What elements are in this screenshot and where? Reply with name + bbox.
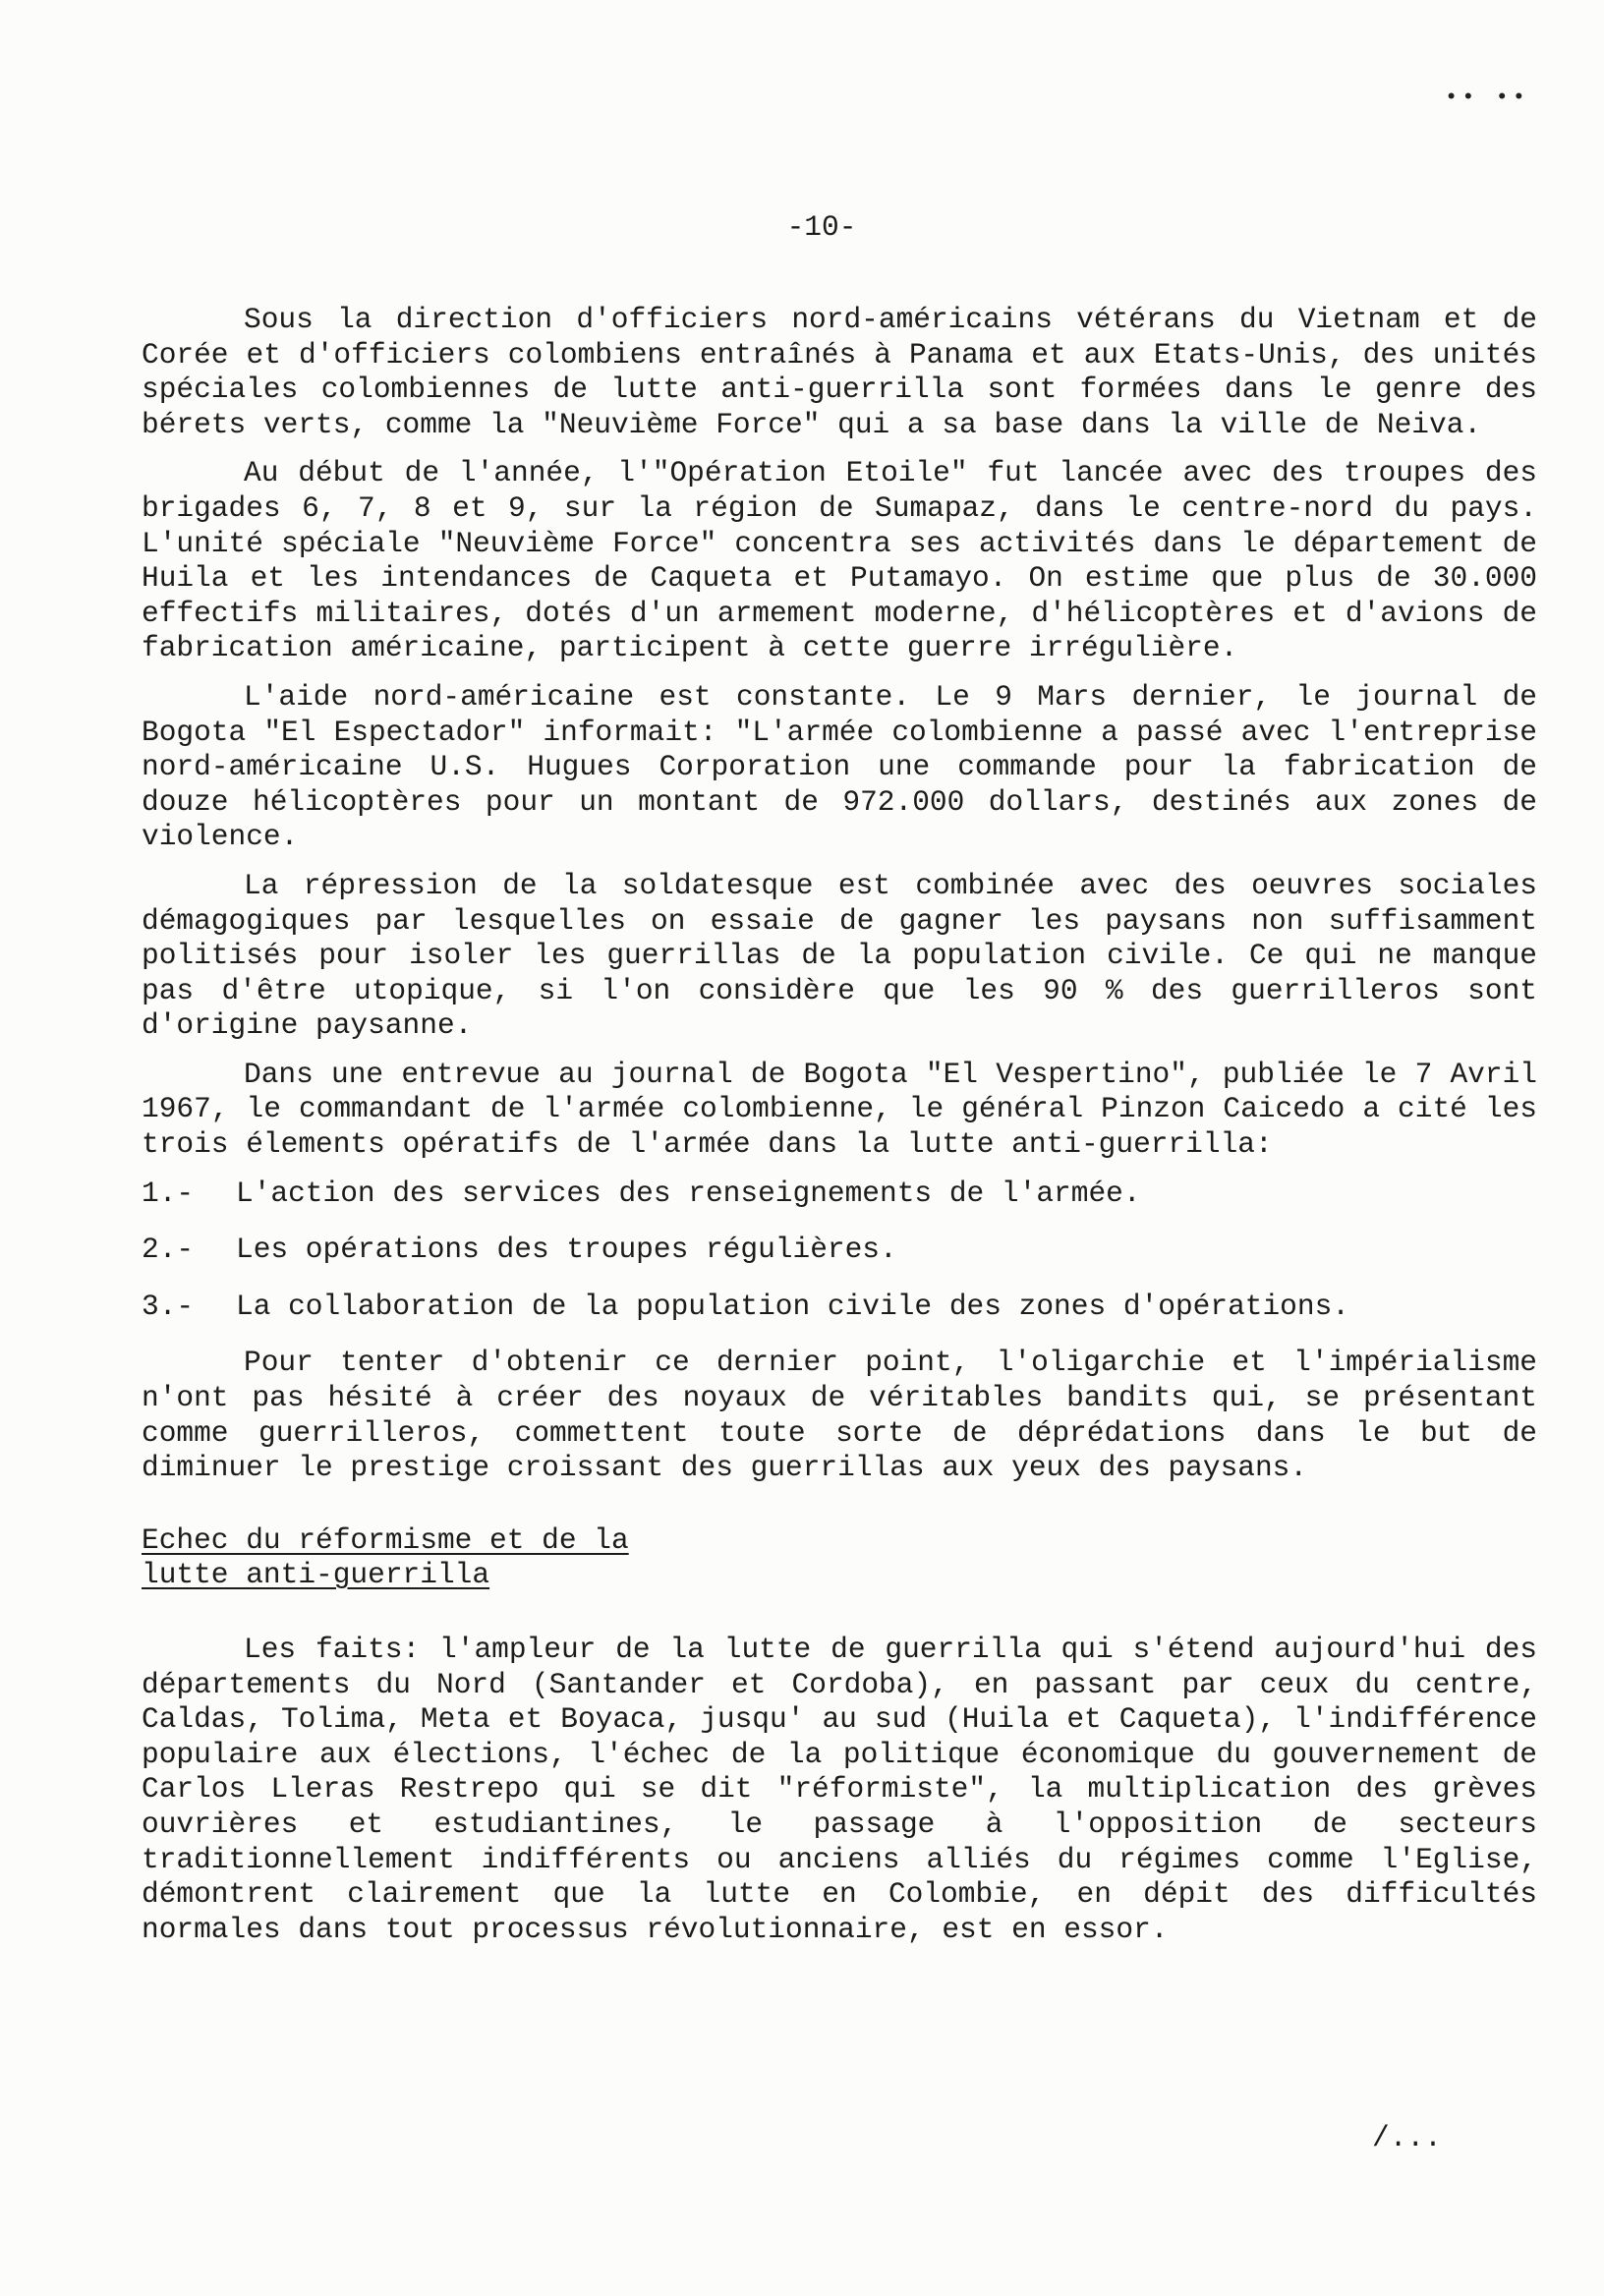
paragraph-3: L'aide nord-américaine est constante. Le 9 Mars dernier, le journal de Bogota "El Espectador" informait: "L'armée colombienne a passé avec l'entreprise nord-américaine U.S. Hugues Corporation une commande pour la fabrication de douze hélicoptères pour un montant de 972.000 dollars, destinés aux zones de violence. [142, 679, 1537, 854]
list-item [142, 1177, 1537, 1212]
paragraph-5: Dans une entrevue au journal de Bogota "El Vespertino", publiée le 7 Avril 1967, le commandant de l'armée colombienne, le général Pinzon Caicedo a cité les trois élements opératifs de l'armée dans la lutte anti-guerrilla: [142, 1057, 1537, 1162]
list-item-number: 3.- [142, 1289, 195, 1323]
paragraph-6: Pour tenter d'obtenir ce dernier point, l'oligarchie et l'impérialisme n'ont pas hésité à créer des noyaux de véritables bandits qui, se présentant comme guerrilleros, commettent toute sorte de déprédations dans le but de diminuer le prestige croissant des guerrillas aux yeux des paysans. [142, 1346, 1537, 1485]
numbered-list [142, 1177, 1537, 1325]
list-item-number: 1.- [142, 1176, 195, 1210]
list-item-number: 2.- [142, 1233, 195, 1267]
paragraph-2: Au début de l'année, l'"Opération Etoile" fut lancée avec des troupes des brigades 6, 7, 8 et 9, sur la région de Sumapaz, dans le centre-nord du pays. L'unité spéciale "Neuvième Force" concentra ses activités dans le département de Huila et les intendances de Caqueta et Putamayo. On estime que plus de 30.000 effectifs militaires, dotés d'un armement moderne, d'hélicoptères et d'avions de fabrication américaine, participent à cette guerre irrégulière. [142, 456, 1537, 665]
list-item [142, 1233, 1537, 1268]
section-heading-line-2: lutte anti-guerrilla [142, 1558, 490, 1592]
list-item [142, 1290, 1537, 1325]
list-item-text: La collaboration de la population civile des zones d'opérations. [236, 1289, 1349, 1323]
list-item-text: Les opérations des troupes régulières. [236, 1233, 897, 1267]
paragraph-1: Sous la direction d'officiers nord-américains vétérans du Vietnam et de Corée et d'officiers colombiens entraînés à Panama et aux Etats-Unis, des unités spéciales colombiennes de lutte anti-guerrilla sont formées dans le genre des bérets verts, comme la "Neuvième Force" qui a sa base dans la ville de Neiva. [142, 303, 1537, 441]
section-heading-line-1: Echec du réformisme et de la [142, 1522, 629, 1557]
page-number: -10- [786, 210, 857, 244]
section-heading [142, 1523, 1537, 1593]
paragraph-4: La répression de la soldatesque est combinée avec des oeuvres sociales démagogiques par lesquelles on essaie de gagner les paysans non suffisamment politisés pour isoler les guerrillas de la population civile. Ce qui ne manque pas d'être utopique, si l'on considère que les 90 % des guerrilleros sont d'origine paysanne. [142, 868, 1537, 1043]
document-body [142, 303, 1537, 1961]
list-item-text: L'action des services des renseignements de l'armée. [236, 1176, 1141, 1210]
paragraph-7: Les faits: l'ampleur de la lutte de guerrilla qui s'étend aujourd'hui des départements du Nord (Santander et Cordoba), en passant par ceux du centre, Caldas, Tolima, Meta et Boyaca, jusqu' au sud (Huila et Caqueta), l'indifférence populaire aux élections, l'échec de la politique économique du gouvernement de Carlos Lleras Restrepo qui se dit "réformiste", la multiplication des grèves ouvrières et estudiantines, le passage à l'opposition de secteurs traditionnellement indifférents ou anciens alliés du régimes comme l'Eglise, démontrent clairement que la lutte en Colombie, en dépit des difficultés normales dans tout processus révolutionnaire, est en essor. [142, 1633, 1537, 1946]
continuation-mark: /... [1372, 2121, 1442, 2154]
page-corner-mark: •• •• [1445, 86, 1530, 110]
